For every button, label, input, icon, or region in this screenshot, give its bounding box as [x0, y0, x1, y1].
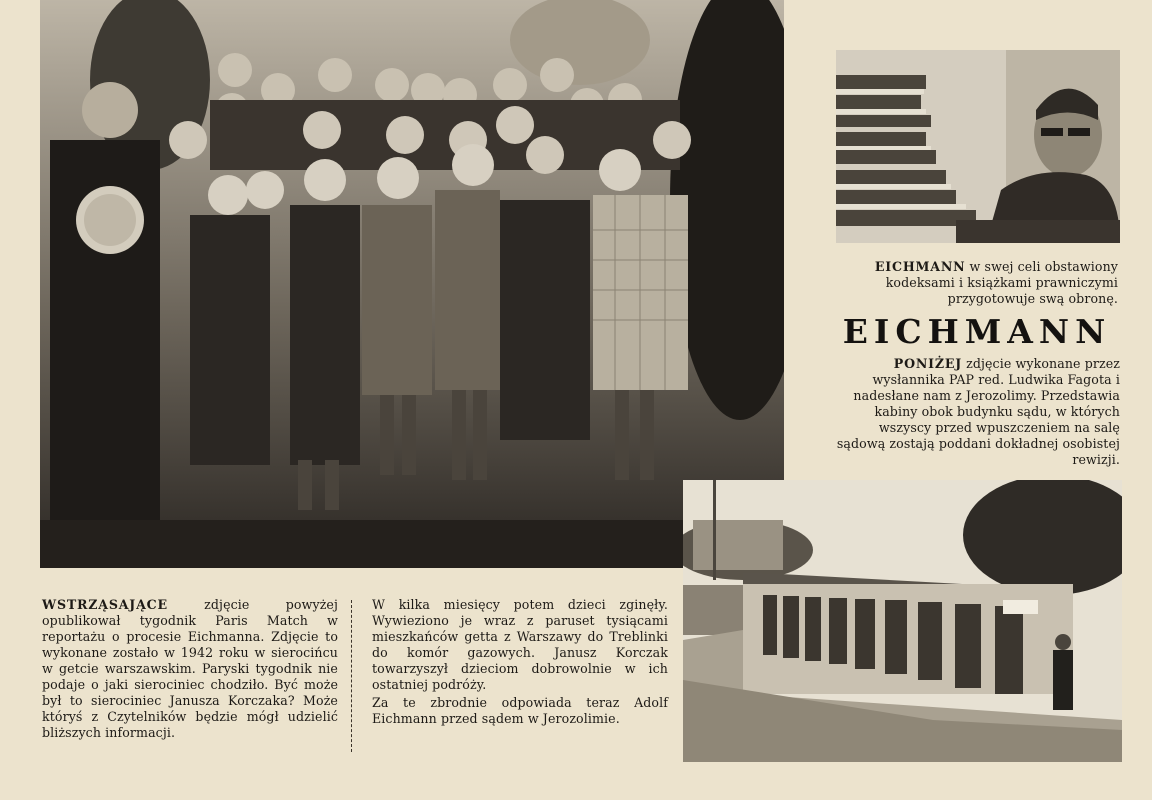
- eichmann-photo-caption: [846, 259, 1118, 307]
- caption-lead: PONIŻEJ: [893, 356, 962, 371]
- eichmann-cell-photo: [836, 50, 1120, 243]
- orphanage-children-photo: [40, 0, 784, 568]
- article-text: zdjęcie powyżej opublikował tygodnik Paris Match w reportażu o procesie Eichmanna. Zdjęcie to wykonane zostało w 1942 roku w sierocińcu w getcie warszawskim. Paryski tygodnik nie podaje o jaki sierociniec chodziło. Być może był to sierociniec Janusza Korczaka? Może któryś z Czytelników będzie mógł udzielić bliższych informacji.: [42, 597, 338, 740]
- article-column-right: [372, 597, 668, 729]
- column-divider: [351, 600, 352, 752]
- article-paragraph: W kilka miesięcy potem dzieci zginęły. Wywieziono je wraz z paruset tysiącami mieszkańców getta z Warszawy do Treblinki do komór gazowych. Janusz Korczak towarzyszył dzieciom dobrowolnie w ich ostatniej podróży.: [372, 597, 668, 692]
- article-paragraph: Za te zbrodnie odpowiada teraz Adolf Eichmann przed sądem w Jerozolimie.: [372, 695, 668, 726]
- article-column-left: [42, 597, 338, 741]
- caption-lead: EICHMANN: [874, 259, 966, 274]
- cabins-photo-caption: [828, 356, 1120, 468]
- article-lead: WSTRZĄSAJĄCE: [42, 597, 168, 612]
- caption-text: zdjęcie wykonane przez wysłannika PAP red. Ludwika Fagota i nadesłane nam z Jerozolimy. Przedstawia kabiny obok budynku sądu, w których wszyscy przed wpuszczeniem na salę sądową zostają poddani dokładnej osobistej rewizji.: [836, 356, 1120, 467]
- caption-text: w swej celi obstawiony kodeksami i książkami prawniczymi przygotowuje swą obronę.: [885, 259, 1118, 306]
- article-headline: EICHMANN: [842, 312, 1112, 351]
- court-search-cabins-photo: [683, 480, 1122, 762]
